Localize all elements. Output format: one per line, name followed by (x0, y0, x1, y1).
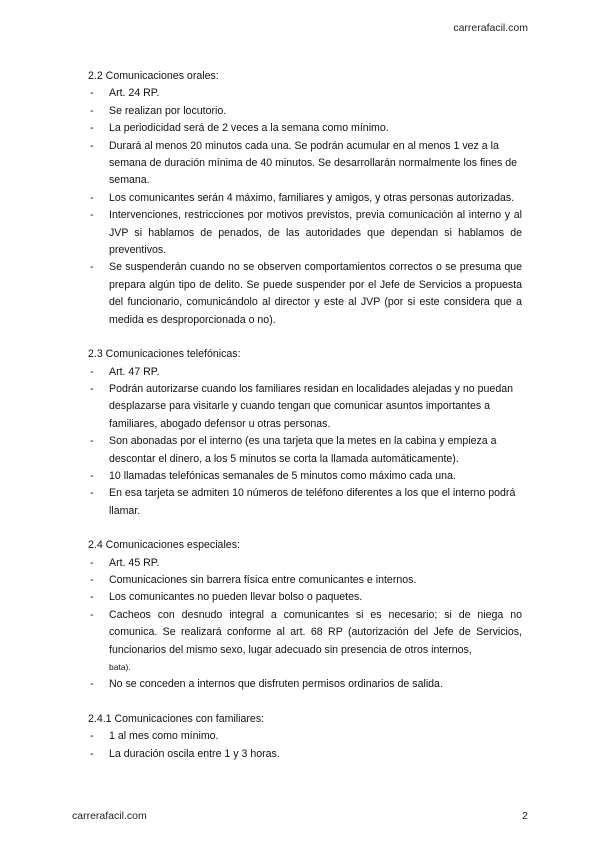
bullet-list (88, 364, 522, 521)
list-item: - No se conceden a internos que disfruten permisos ordinarios de salida. (88, 676, 522, 693)
list-item: - Se suspenderán cuando no se observen comportamientos correctos o se presuma que prepara algún tipo de delito. Se puede suspender por el Jefe de Servicios a propuesta del funcionario, comunicándolo al director y este al JVP (por si este considera que a medida es desproporcionada o no). (88, 259, 522, 329)
list-item: - La duración oscila entre 1 y 3 horas. (88, 746, 522, 763)
list-item: - Durará al menos 20 minutos cada una. Se podrán acumular en al menos 1 vez a la semana de duración mínima de 40 minutos. Se desarrollarán normalmente los fines de semana. (88, 138, 522, 190)
list-item: - Los comunicantes serán 4 máximo, familiares y amigos, y otras personas autorizadas. (88, 190, 522, 207)
list-item: - La periodicidad será de 2 veces a la semana como mínimo. (88, 120, 522, 137)
list-item: - Comunicaciones sin barrera física entre comunicantes e internos. (88, 572, 522, 589)
list-item: - 10 llamadas telefónicas semanales de 5 minutos como máximo cada una. (88, 468, 522, 485)
list-item-tail: bata). (109, 662, 131, 672)
list-item: - Intervenciones, restricciones por motivos previstos, previa comunicación al interno y al JVP si hablamos de penados, de las autoridades que dependan si hablamos de preventivos. (88, 207, 522, 259)
section-comunicaciones-familiares (88, 711, 522, 763)
list-item: - Art. 45 RP. (88, 555, 522, 572)
list-item: - 1 al mes como mínimo. (88, 728, 522, 745)
list-item: - Se realizan por locutorio. (88, 103, 522, 120)
section-title: 2.3 Comunicaciones telefónicas: (88, 348, 241, 361)
section-comunicaciones-telefonicas (88, 346, 522, 520)
section-title: 2.2 Comunicaciones orales: (88, 70, 219, 82)
section-comunicaciones-orales (88, 68, 522, 329)
section-title: 2.4.1 Comunicaciones con familiares: (88, 712, 265, 725)
section-comunicaciones-especiales (88, 537, 522, 694)
list-item: - Art. 24 RP. (88, 85, 522, 102)
list-item: - Art. 47 RP. (88, 364, 522, 381)
bullet-list (88, 728, 522, 763)
list-item: - Los comunicantes no pueden llevar bolso o paquetes. (88, 589, 522, 606)
footer-site-name: carrerafacil.com (72, 810, 147, 822)
document-body (88, 68, 522, 780)
list-item: - Podrán autorizarse cuando los familiares residan en localidades alejadas y no puedan desplazarse para visitarle y cuando tengan que comunicar asuntos importantes a familiares, abogado defensor u otras personas. (88, 381, 522, 433)
bullet-list (88, 555, 522, 694)
page-number: 2 (522, 810, 528, 822)
section-title: 2.4 Comunicaciones especiales: (88, 539, 240, 552)
list-item-text: Cacheos con desnudo integral a comunicantes si es necesario; si de niega no comunica. Se realizará conforme al art. 68 RP (autorización del Jefe de Servicios, funcionarios del mismo sexo, lugar adecuado sin presencia de otros internos, (109, 608, 522, 656)
header-site-name: carrerafacil.com (453, 22, 528, 34)
bullet-list (88, 85, 522, 329)
list-item: - Son abonadas por el interno (es una tarjeta que la metes en la cabina y empieza a descontar el dinero, a los 5 minutos se corta la llamada automáticamente). (88, 433, 522, 468)
list-item: - En esa tarjeta se admiten 10 números de teléfono diferentes a los que el interno podrá llamar. (88, 485, 522, 520)
list-item (88, 607, 522, 677)
